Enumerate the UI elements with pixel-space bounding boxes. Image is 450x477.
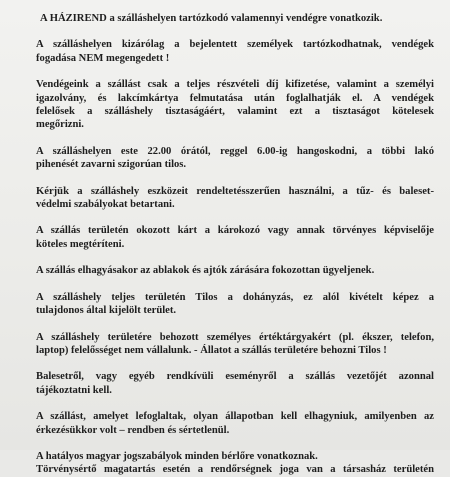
text-line: Kérjük a szálláshely eszközeit rendeltetésszerűen használni, a tűz- és baleset- [36,185,434,197]
paragraph-gap [36,211,434,224]
rule-no-smoking [36,291,434,318]
text-line: pihenését zavarni szigorúan tilos. [36,159,187,171]
rule-closing-windows [36,264,434,277]
rule-leave-as-found [36,410,434,437]
text-line: A szálláshelyen kizárólag a bejelentett személyek tartózkodhatnak, vendégek [36,39,434,51]
rule-accidents [36,370,434,397]
text-line: felelősek a szálláshely tisztaságáért, valamint ezt a tisztaságot kötelesek [36,106,434,118]
paragraph-gap [36,132,434,145]
rule-equipment-safety [36,185,434,212]
paragraph-gap [36,357,434,370]
text-line: laptop) felelősséget nem vállalunk. - Állatot a szállás területére behozni Tilos ! [36,344,387,356]
text-line: A szálláshelyen este 22.00 órától, reggel 6.00-ig hangoskodni, a többi lakó [36,145,434,157]
rule-applicable-law [36,450,434,477]
text-line: A szállás elhagyásakor az ablakok és ajtók zárására fokozottan ügyeljenek. [36,265,375,277]
text-line: köteles megtéríteni. [36,238,125,250]
paragraph-gap [36,172,434,185]
text-line: Balesetről, vagy egyéb rendkívüli eseményről a szállás vezetőjét azonnal [36,371,434,383]
rule-no-guests [36,38,434,65]
paragraph-gap [36,65,434,78]
text-line: igazolvány, és lakcímkártya felmutatása után foglalhatják el. A vendégek [36,92,434,104]
house-rules-title [36,12,434,25]
paragraph-gap [36,437,434,450]
paragraph-gap [36,318,434,331]
paragraph-gap [36,278,434,291]
text-line: Törvénysértő magatartás esetén a rendőrségnek joga van a társasház területén [36,464,434,476]
text-line: megőrizni. [36,119,84,131]
text-line: érkezésükkor volt – rendben és sértetlenül. [36,424,230,436]
paragraph-gap [36,397,434,410]
rule-damages [36,224,434,251]
rule-quiet-hours [36,145,434,172]
rule-valuables-animals [36,331,434,358]
text-line: tulajdonos által kijelölt terület. [36,305,177,317]
text-line: A szállás területén okozott kárt a károkozó vagy annak törvényes képviselője [36,225,434,237]
text-line: védelmi szabályokat betartani. [36,199,175,211]
paragraph-gap [36,25,434,38]
text-line: fogadása NEM megengedett ! [36,52,170,64]
text-line: tájékoztatni kell. [36,384,112,396]
paragraph-gap [36,251,434,264]
text-line: A szállást, amelyet lefoglaltak, olyan állapotban kell elhagyniuk, amilyenben az [36,411,434,423]
text-line: A szálláshely teljes területén Tilos a dohányzás, ez alól kivételt képez a [36,291,434,303]
text-line: A HÁZIREND a szálláshelyen tartózkodó valamennyi vendégre vonatkozik. [40,13,383,24]
text-line: A szálláshely területére behozott személyes értéktárgyakért (pl. ékszer, telefon, [36,331,434,343]
rule-payment-and-id [36,78,434,132]
text-line: Vendégeink a szállást csak a teljes részvételi díj kifizetése, valamint a személyi [36,79,434,91]
text-line: A hatályos magyar jogszabályok minden bérlőre vonatkoznak. [36,450,318,462]
